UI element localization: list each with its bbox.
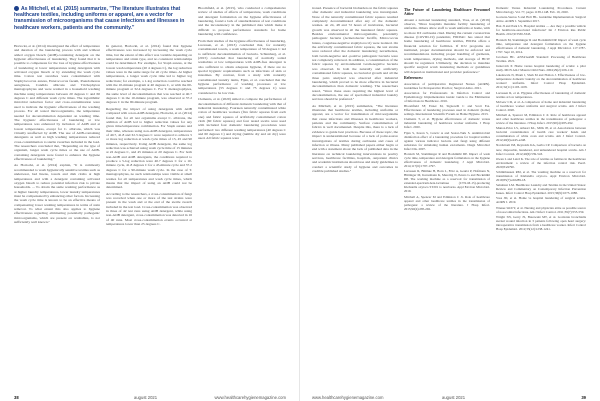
reference-item: Nordstrom JM, Reynolds KA, Gerba CP. Comparison of bacteria on new, disposable, laundered, and unlaundered hospital scrubs. Am J Infect Control. 2012;40(6):539-543.: [496, 143, 586, 156]
paragraph: Absent a national laundering standard, Voss, et al. (2019) observe, "More hospitals mandate facility laundering of uniforms. Others allow staff to wash uniforms at home, with no more ICI outbreaks cited. During the current coronavirus disease (COVID-19) pandemic, HICPAC has stated that home laundering of healthcare textiles, HICPA offers a financial solution for facilities. If ICU programs are instituted, proper documentation should be enforced and recommendations including proper handling of garments, wash temperature, drying methods, and storage of HCW should be regulated. Ultimately, the decision to mandate specific surgical scrub laundering methods or guidelines will depend on institutional and provider preference.": [404, 17, 490, 74]
page-number: 39: [581, 395, 586, 400]
left-column-2: [106, 44, 192, 229]
paragraph: Bloomfield, et al. (2015), who conducted a comprehensive review of studies of effects of temperature, wash conditions and detergent formulation on the hygiene effectiveness of laundering, found a lack of standardization of test conditions and the inconsistency in the published data which make it difficult to propose performance standards for home laundering with confidence.: [198, 6, 286, 37]
reference-item: Honisch M, Stamminger R and Bockmühl DP. Impact of wash cycle time, temperature and detergent formulation on the hygiene effectiveness of domestic laundering. J Appl Microbiol. 2014;117(6):1787-1797.: [404, 151, 490, 169]
reference-item: Mitchell A, Spencer M, Edmiston C Jr. Role of healthcare apparel and other healthcare textiles in the transmission of pathogens: a review of the literature. J Hosp Infect. 2015;90(4):285-292.: [496, 112, 586, 126]
paragraph: Horiocki, et al. (2014) investigated the effect of temperature and duration of the laundering process with and without added oxygen bleach (AOB)-containing detergent on the hygienic effectiveness of laundering. They found that it is possible to compensate for the loss of hygiene effectiveness of laundering at lower temperatures using detergents with activated oxygen bleach or by extending the wash cycle time. Cotton test swatches were contaminated with Staphylococcus aureus, Enterococcus faeum, Pseudomonas aeruginosa, Candida albicans and Trichophyton mentagrophytes and were washed in a household washing machine using temperatures between 20 degrees C and 60 degrees C and different wash cycle times. The logarithmic microbial reduction factor and cross-contamination were used to indicate the hygienic effectiveness of the washing process. For all tested microorganisms, the temperature needed for decontamination dependent on washing time. The hygienic effectiveness of laundering at low temperatures was enhanced by inclusion of AOB and at lowest temperatures, except for C. albicans, which was virtually unaffected by AOB. The use of AOB-containing detergents as well as high washing temperatures reduced cross-contamination to sterile swatches included in the load. The researchers concluded that, "Depending on the type of organism, longer wash cycle times or the use of AOB-containing detergents were found to enhance the hygiene effectiveness of laundering.": [14, 44, 100, 161]
left-column-3: [198, 6, 286, 143]
page-number: 38: [14, 395, 19, 400]
reference-item: Wiener-Well Y, et al. Nursing and physician attire as possible source of nosocomial infections. Am J Infect Control. 2011;39(7):555-559.: [496, 205, 586, 214]
paragraph: According to the researchers, a cross-contamination of fungi was recorded when one or more of the test strains were present in the wash and at the end of the sterile swatch included in the test load. Cross-contamination was observed in three of 42 test runs using AOB detergent, while using non-AOB detergent, cross-contamination was detected in 16 of 40 runs. Most cross-contamination events occurred at temperatures lower than 25 degrees C.: [106, 191, 192, 227]
paragraph: As Horiocki, et al. (2014) explain, "It is commonly recommended to wash hygienically sensitive textiles such as underwear, bed linens, towels and dish cloths at high temperatures and with a detergent containing activated oxygen bleach to reduce potential infection risk to private households. ... To obtain the same washing performance as at higher laundry temperatures, lower laundry temperatures must be compensated by enhancing other factors. Increasing the wash cycle time is known to be an effective means of compensating lower washing temperatures in terms of stain removal. To what extent this also applies to hygiene effectiveness regarding eliminating potentially pathogenic microorganisms, which are present on washables, is not sufficiently well known.": [14, 163, 100, 224]
section-heading: The Future of Laundering Healthcare Personnel Attire: [404, 8, 490, 17]
references-heading: References:: [404, 76, 423, 81]
paragraph: Regarding the impact of using detergents with AOB compared with a non-AOB detergent, Horiocki, et al. (2014) found that, for all test organisms except C. albicans, the addition of AOB led to higher reduction values for any given time/temperature combination. For Staph aureus and their time, whereas using non-AOB detergent, temperatures of 40.7, 41.8 and 32.3 degrees C were required to achieve 5 or more log reduction at wash cycle times of 15, 45 and 90 minutes, respectively. Using AOB detergent, the same log reduction was achieved using wash cycle time of 15 minutes at 22 degrees C, and 45 minutes at 20 degrees C. For both non-AOB and AOB detergents, the conditions required to produce a 5-log reduction were 40.7 degrees C for a 10-minute cycle, 41.8 degrees C for a 45-minute cycle and 37.2 degrees C for a 90-minute wash cycle. In the case of T. mentagrophytes, no such relationships were visible at small washes for all temperatures and wash cycle times, which means that the impact of using an AOB could not be determined.: [106, 107, 192, 190]
reference-item: Lakdawala N, Pham J, Shah M and Holton J. Effectiveness of low-temperature domestic laundry on the decontamination of healthcare workers' uniforms. Infect Control Hosp Epidemiol. 2011;32(11):1103-1108.: [496, 73, 586, 90]
paragraph: In general, Horiocki, et al. (2014) found that hygiene effectiveness was increased by increasing the wash cycle time, but the extent of this effect was variable depending on temperature and strain type, and no consistent relationships could be determined. For example, for Staph aureus, at the lowest wash temperature (20 4 degrees C), the log reduction values were in the same range for all cycle times. At higher temperatures, a longer wash cycle time led to higher log reductions; for example, a 1-log reduction could be reached with the 10-minute program at 40 degrees C, or with the 60-minute program at 32.4 degrees C. For T. mentagrophytes, the same level of decontamination that was reached at 40.7 degrees C in the 10-minute program, was observed at 37.2 degrees C in the 90-minute program.: [106, 44, 192, 105]
right-column-2: [404, 6, 490, 212]
reference-item: Lucassen R, Blümke H, Born L, Fritz A, Geurtz P, Hofmann N, Hüttinger M, Karremann K, Merettig N, Peters G and Bockmühl DP. The washing machine as a reservoir for transmission of extended-spectrum-beta-lactamase (CTX-M-15)-producing Klebsiella oxytoca ST201 to newborns. Appl Environ Microbiol. 2019.: [404, 169, 490, 194]
right-column-1: [312, 6, 398, 175]
reference-list: [404, 82, 490, 211]
reference-item: Association for Professionals in Infection Control and Epidemiology. Implementation Guide: Guide to the Elimination of Infections in Healthcare. 2016.: [404, 90, 490, 103]
reference-item: Lucassen R, et al. Hygiene effectiveness of laundering of domestic textiles at low temperatures.: [496, 90, 586, 99]
issue-date: august 2021: [134, 395, 158, 400]
reference-item: Association of periOperative Registered Nurses (AORN). Guidelines for Perioperative Practice; Surgical Attire. 2021.: [404, 81, 490, 90]
reference-item: Gouveia-Santos S and Holt HL. Guideline Implementation: Surgical Attire. AORN J. September 2017.: [496, 15, 586, 24]
publication-url: www.healthcarehygienemagazine.com: [312, 395, 384, 400]
reference-item: Bloomfield SF, Exner M, Signorelli C and Scott EA. Effectiveness of laundering processes used in domestic (home) settings. International Scientific Forum on Home Hygiene. 2013.: [404, 104, 490, 117]
reference-item: Munoz-Price LS, Arheart KL, Mills JP, et al. Associations between bacterial contamination of health care workers' hands and contamination of white coats and scrubs. Am J Infect Control. 2012;40(9):e245-e248.: [496, 126, 586, 143]
reference-item: Mitchell A, Spencer M and Edmiston C Jr. Role of healthcare apparel and other healthcare textiles in the transmission of pathogens: a review of the literature. J Hosp Infect. 2015;90(4):285-292.: [404, 194, 490, 211]
quote-bullet-icon: [14, 6, 19, 11]
reference-item: McGaw CD, et al. A comparison of home and industrial laundering of healthcare worker uniforms and surgical scrubs. Am J Infect Control. 2020.: [496, 99, 586, 112]
paragraph: As Mitchell, et al. (2015) summarize, "The literature illustrates that healthcare textiles, including uniforms or apparel, are a vector for transmission of microorganisms that cause infections and illnesses in healthcare workers, patients and the community. Surface contamination of fabrics is well documented. Despite this, there is a lack of evidence to guide best practices. Because of these topic, the impact is underestimated because of a lack of point-source investigations of textiles during outbreaks and cases of infection or illness. Many published papers either begin or end with a statement about the lack of published data in the literature on technical laundering interventions in poultry services, healthcare facilities, hospitals, outpatient clinics and academic institutions should use and study guidelines to conduct a scientific study of hygiene and outcomes in credible published studies.": [312, 103, 398, 173]
right-page: [300, 0, 600, 401]
left-column-1: [14, 44, 100, 226]
reference-item: Fijan S, Koren S, Cencic A and Sostar-Turk S. Antimicrobial disinfection effect of a laundering procedure for hospital textiles against various indicator bacteria and fungi using different substrates for simulating human excrements. Diagn Microbiol Infect Dis. 2007.: [404, 130, 490, 151]
reference-item: Owen L and Laird K. The role of textiles as fomites in the healthcare environment: a review of the infection control risk. PeerJ. 2020;8:e9790.: [496, 156, 586, 169]
issue-date: august 2021: [442, 395, 466, 400]
right-column-3-references: [496, 6, 586, 232]
reference-item: Domestic Versus Industrial Laundering Procedures. Current Microbiology. Vol. 77, pages 1138-1148. Feb. 19, 2020.: [496, 6, 586, 15]
publication-url: www.healthcarehygienemagazine.com: [214, 395, 286, 400]
pull-quote-text: As Mitchell, et al. (2015) summarize, "The literature illustrates that healthcare textiles, including uniforms or apparel, are a vector for transmission of microorganisms that cause infections and illnesses in healthcare workers, patients and the community.": [14, 6, 185, 31]
reference-item: Jacobsen HC. ANSI/AAMI Standard: Processing of Healthcare Textiles. 2021.: [496, 54, 586, 63]
paragraph: From their studies of the hygiene effectiveness of laundering, Lucassen, et al. (2013) concluded that, for naturally contaminated towels, a wash temperature of 50 degrees C led to sufficient decontamination of bacteria. Schlenberg, et al. (2015) concluded that laundering of normally soiled washables at low temperatures with AOB-free detergent is also sufficient to obtain adequate hygiene, if there are no special hygienic requirements such as infections of skin or intestines. By contrast, from a study with naturally contaminated laundry items, Fijan, et al. concluded that the hygiene performance of washing processes at low temperatures (55 degrees C and 75 degrees C) were considered to be low risk.: [198, 38, 286, 95]
paragraph: ironed. Presence of bacterial bioburden on the fabric squares after domestic and industrial laundering was investigated. None of the naturally contaminated fabric squares resulted completely decontaminated after any of the domestic washes. At 24, 48 and 72 hours of incubation, bacterial growth was observed in all the laundered fabric squares. Besides environmental microorganisms, potentially pathogenic bacteria (Acinetobacter Iwoffii, Micrococcus luteus, coagulase-negative staphylococci) were isolated. On the artificially contaminated fabric squares, the test strains were reduced after the domestic laundering; nevertheless, both Gram-negative and -positive pathogenic bacteria were not completely removed. In addition, a contamination of the fabric squares by environmental Gram-negative bacteria was observed. In both the naturally and artificially contaminated fabric squares, no bacterial growth and all the three pairs analyzed was observed after industrial laundering, which proved to be more effective in bacterial decontamination than domestic washing. The researchers noted, "Since these areas requiring the highest level of decontamination, the use of specialized industrial laundry services should be preferred.": [312, 6, 398, 102]
reference-item: Schmithausen RM, et al. The washing machine as a reservoir for transmission of Klebsiella oxytoca. Appl Environ Microbiol. 2019;85(7):e02289-18.: [496, 169, 586, 183]
reference-item: Han JI and Park LS. Hospital textiles — Are they a possible vehicle for healthcare-associated infections? Int J Environ Res Public Health. 2012;9:3330-3343.: [496, 24, 586, 37]
pull-quote: [14, 6, 196, 31]
reference-item: Clements T, et al. Hygiene effectiveness of domestic versus industrial laundering of healthcare worker uniforms. J Hosp Infect. 2020.: [404, 117, 490, 130]
reference-item: Jurkovich P. Home versus hospital laundering of scrubs: a pilot study. MCN Am J Matern Child Nurs. 2004;29(2):106-110.: [496, 64, 586, 73]
paragraph: Clements, et al. (2020) aimed to compare the performance of decontamination of different domestic laundering with that of industrial laundering. Fourteen naturally contaminated white cotton of healthcare workers (five fabric squares from each one) and fabric squares of artificially contaminated cotton cloth (60 fabric squares) and four tested swabs were used with included four domestic laundering procedures were performed: two different washing temperatures (40 degrees C and 60 degrees C) and drying (tumble dry and air dry) were used. All fabric squares were: [198, 97, 286, 141]
reference-item: Sehulster LM. Healthcare Laundry and Textiles in the United States: Review and Commentary on Contemporary Infection Prevention Issues. Infect Control Hosp Epidemiol. 2015;36(9):1073-1088.: [496, 183, 586, 196]
reference-item: Voss JD, et al. Home vs hospital laundering of surgical scrubs. AORN J. 2019.: [496, 196, 586, 205]
reference-item: Honisch M, Stamminger R and Bockmühl DP. Impact of wash cycle time, temperature and detergent formulation on the hygiene effectiveness of domestic laundering. J Appl Microbiol. 117:1787-1797. Sept 10, 2014.: [496, 37, 586, 54]
reference-item: Wright SN, Gerry JS, Busowski MT, et al. Gordonia bronchialis sternal wound infection in 3 patients following open heart surgery: intraoperative transmission from a healthcare worker. Infect Control Hosp Epidemiol. 2012;33(12):1238-1241.: [496, 214, 586, 231]
